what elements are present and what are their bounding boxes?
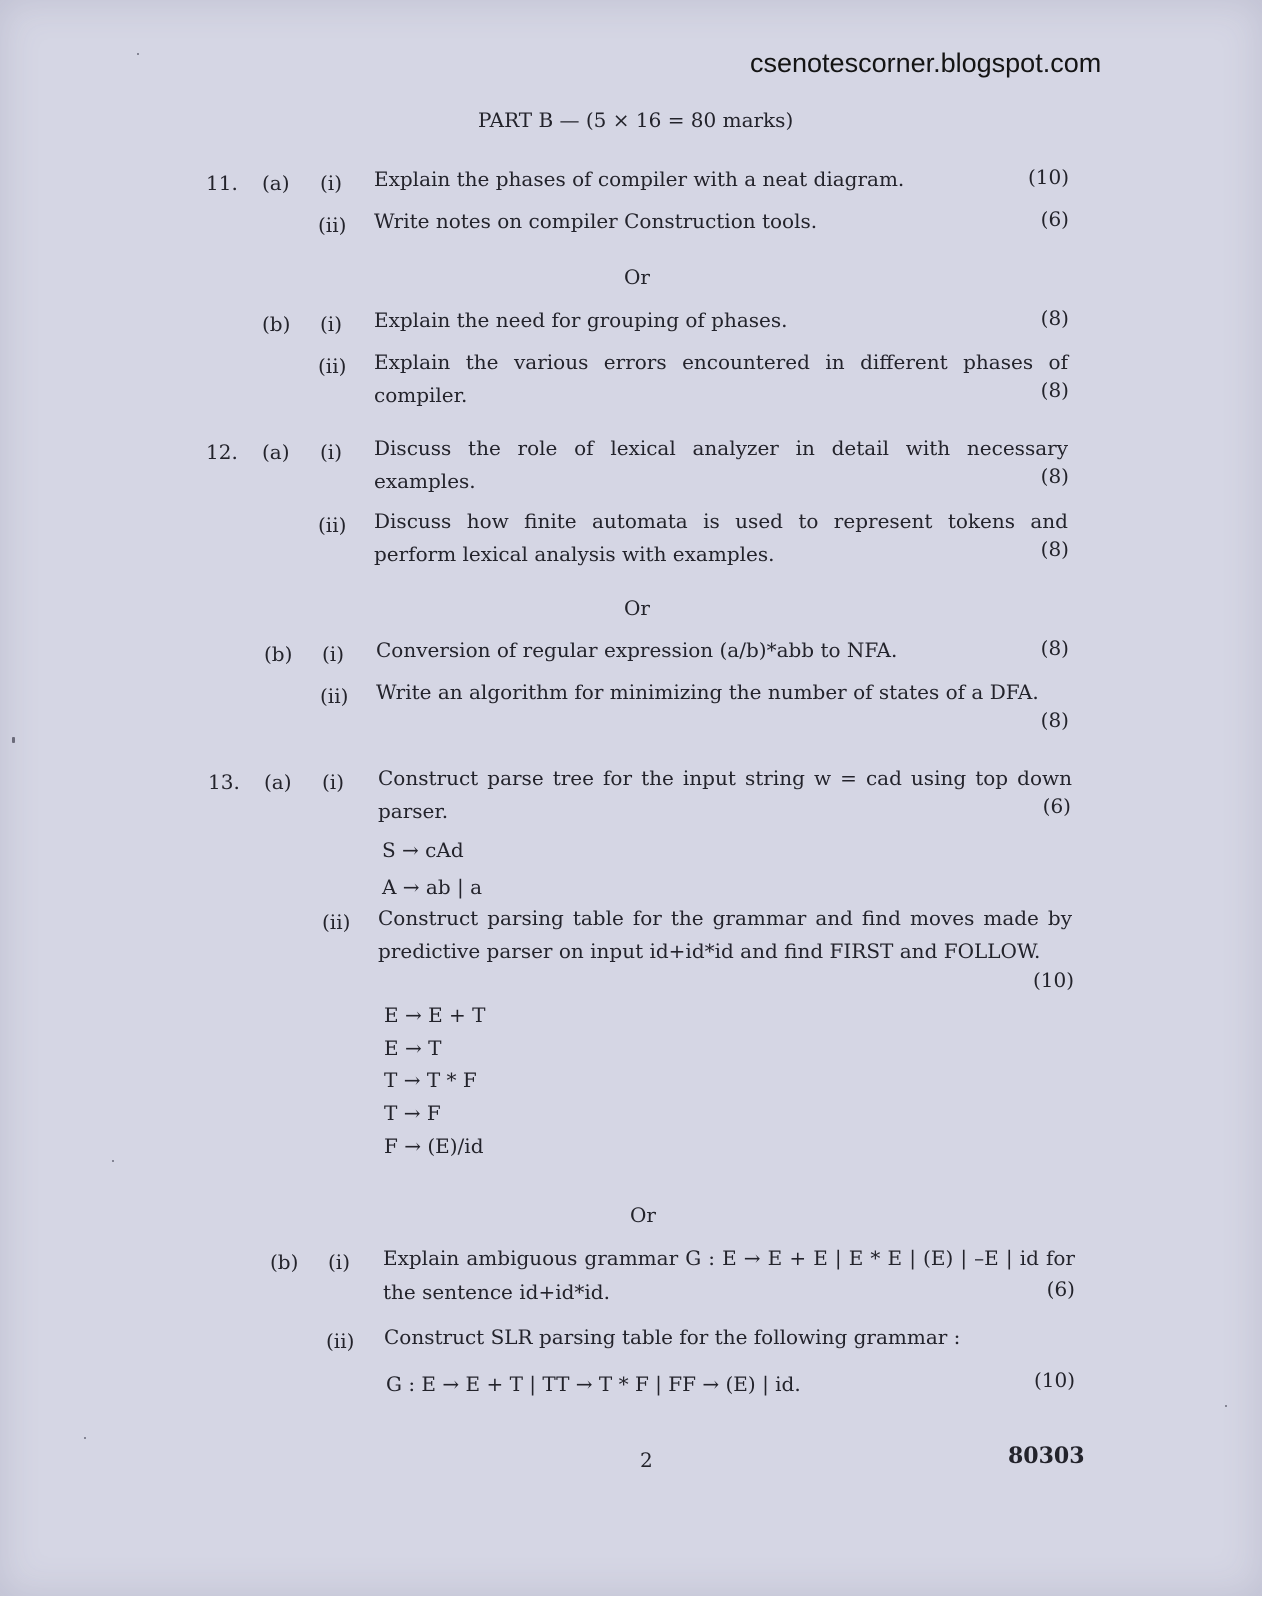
question-text: Conversion of regular expression (a/b)*abb to NFA. [376, 638, 898, 662]
grammar-rule: E → T [384, 1036, 442, 1060]
subpart-label: (ii) [320, 684, 349, 708]
grammar-rule: F → (E)/id [384, 1134, 484, 1158]
marks: (8) [1040, 378, 1069, 402]
grammar-rule: A → ab | a [382, 875, 483, 899]
subpart-label: (i) [322, 770, 345, 794]
question-text: Construct SLR parsing table for the following grammar : [384, 1325, 961, 1349]
watermark: csenotescorner.blogspot.com [750, 48, 1102, 78]
part-label: (a) [262, 171, 290, 195]
subpart-label: (ii) [318, 354, 347, 378]
marks: (8) [1040, 464, 1069, 488]
grammar-rule: E → E + T [384, 1003, 486, 1027]
question-text-cont: the sentence id+id*id. [383, 1280, 610, 1304]
subpart-label: (ii) [318, 213, 347, 237]
marks: (8) [1040, 306, 1069, 330]
scan-speck [84, 1437, 86, 1439]
question-text: Explain the phases of compiler with a neat diagram. [374, 167, 905, 191]
question-text: Discuss how finite automata is used to represent tokens and [374, 509, 1068, 533]
question-text: Construct parsing table for the grammar and find moves made by [378, 906, 1072, 930]
question-text: Write notes on compiler Construction tools. [374, 209, 818, 233]
scan-speck [12, 737, 15, 743]
marks: (8) [1040, 636, 1069, 660]
question-text-cont: compiler. [374, 383, 468, 407]
page-number: 2 [640, 1448, 653, 1472]
grammar-rule: S → cAd [382, 838, 464, 862]
question-number: 11. [206, 171, 238, 195]
scan-speck [112, 1160, 114, 1162]
question-text: Explain ambiguous grammar G : E → E + E | E * E | (E) | –E | id for [383, 1246, 1075, 1270]
marks: (10) [1027, 165, 1069, 189]
marks: (10) [1033, 1368, 1075, 1392]
question-number: 12. [206, 440, 238, 464]
subpart-label: (i) [320, 440, 343, 464]
or-separator: Or [624, 265, 650, 289]
marks: (10) [1032, 968, 1074, 992]
scan-speck [137, 53, 139, 55]
subpart-label: (ii) [326, 1329, 355, 1353]
question-text-cont: predictive parser on input id+id*id and find FIRST and FOLLOW. [378, 939, 1041, 963]
question-text: Write an algorithm for minimizing the number of states of a DFA. [376, 680, 1039, 704]
scan-speck [1225, 1405, 1227, 1407]
question-text: Construct parse tree for the input string w = cad using top down [378, 766, 1072, 790]
marks: (8) [1040, 537, 1069, 561]
part-label: (b) [262, 312, 291, 336]
part-heading: PART B — (5 × 16 = 80 marks) [478, 108, 794, 132]
marks: (8) [1040, 708, 1069, 732]
question-text-cont: parser. [378, 799, 449, 823]
marks: (6) [1046, 1277, 1075, 1301]
part-label: (b) [270, 1250, 299, 1274]
or-separator: Or [630, 1203, 656, 1227]
subpart-label: (i) [322, 642, 345, 666]
part-label: (a) [262, 440, 290, 464]
subpart-label: (i) [320, 171, 343, 195]
question-text-cont: examples. [374, 469, 476, 493]
question-text: Explain the need for grouping of phases. [374, 308, 788, 332]
grammar-rule: T → F [384, 1101, 441, 1125]
grammar-rule: T → T * F [384, 1068, 477, 1092]
or-separator: Or [624, 596, 650, 620]
grammar-rule: G : E → E + T | TT → T * F | FF → (E) | id. [386, 1372, 801, 1396]
marks: (6) [1042, 794, 1071, 818]
part-label: (b) [264, 642, 293, 666]
question-number: 13. [208, 770, 240, 794]
part-label: (a) [264, 770, 292, 794]
paper-code: 80303 [1008, 1443, 1085, 1469]
question-text: Discuss the role of lexical analyzer in detail with necessary [374, 436, 1068, 460]
subpart-label: (i) [328, 1250, 351, 1274]
subpart-label: (i) [320, 312, 343, 336]
question-text: Explain the various errors encountered in different phases of [374, 350, 1068, 374]
subpart-label: (ii) [318, 513, 347, 537]
question-text-cont: perform lexical analysis with examples. [374, 542, 775, 566]
marks: (6) [1040, 207, 1069, 231]
subpart-label: (ii) [322, 910, 351, 934]
